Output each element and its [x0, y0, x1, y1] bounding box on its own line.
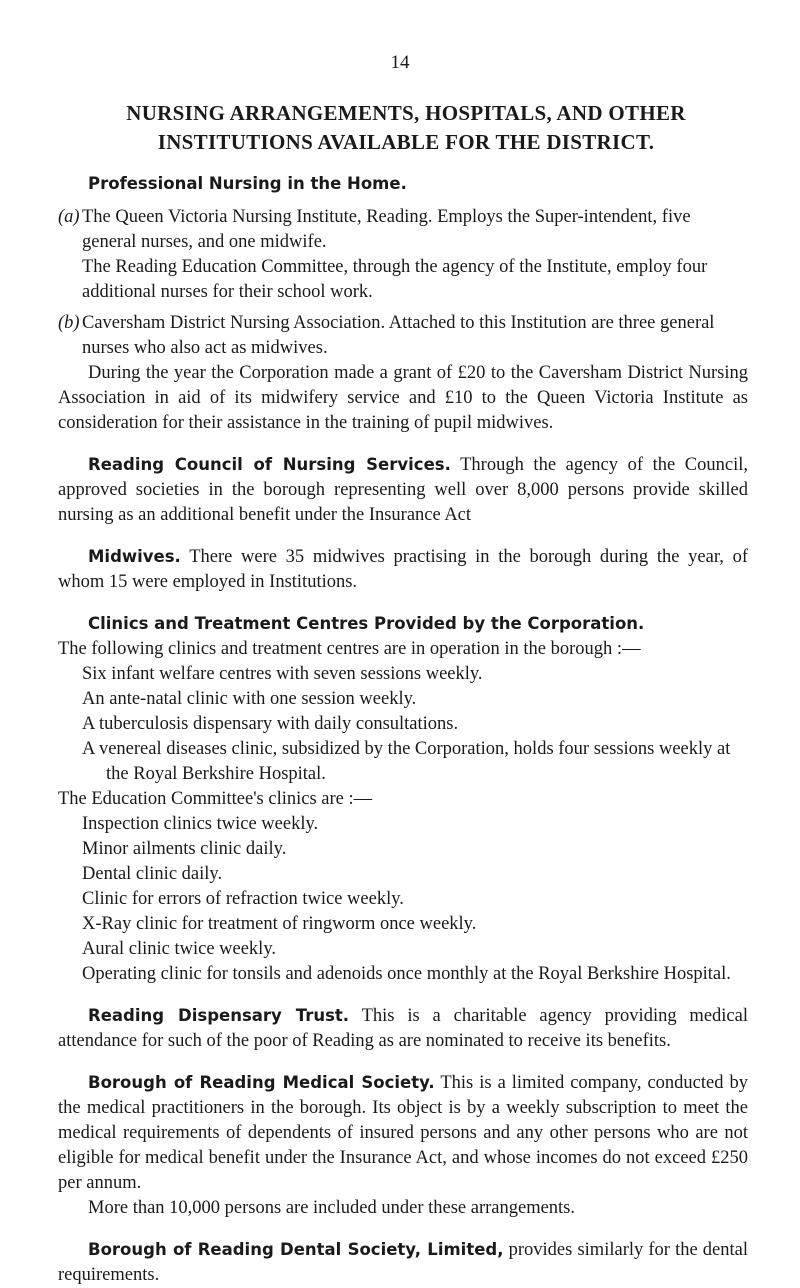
list-item: Inspection clinics twice weekly. — [82, 814, 319, 834]
item-b — [58, 311, 748, 361]
item-a-text: The Queen Victoria Nursing Institute, Reading. Employs the Super-intendent, five general nurses, and one midwife. — [82, 207, 691, 252]
dispensary-text: This is a charitable agency providing medical attendance for such of the poor of Reading as are nominated to receive its benefits. — [58, 1006, 748, 1051]
list-item: Clinic for errors of refraction twice weekly. — [82, 889, 404, 909]
clinics-list — [58, 662, 748, 787]
dental-society-heading: Borough of Reading Dental Society, Limited, — [88, 1240, 504, 1259]
list-item: Dental clinic daily. — [82, 864, 223, 884]
document-body — [58, 171, 748, 1288]
medical-society-paragraph — [58, 1070, 748, 1196]
list-item: An ante-natal clinic with one session weekly. — [82, 689, 417, 709]
dispensary-heading: Reading Dispensary Trust. — [88, 1006, 350, 1025]
council-text: Through the agency of the Council, approved societies in the borough representing well over 8,000 persons provide skilled nursing as an additional benefit under the Insurance Act — [58, 455, 748, 525]
council-heading: Reading Council of Nursing Services. — [88, 455, 451, 474]
page-number: 14 — [390, 52, 410, 73]
list-item: Minor ailments clinic daily. — [82, 839, 287, 859]
midwives-heading: Midwives. — [88, 547, 181, 566]
medical-society-text-2: More than 10,000 persons are included under these arrangements. — [88, 1198, 576, 1218]
medical-society-heading: Borough of Reading Medical Society. — [88, 1073, 435, 1092]
midwives-text: There were 35 midwives practising in the borough during the year, of whom 15 were employed in Institutions. — [58, 547, 749, 592]
item-a — [58, 205, 748, 305]
professional-nursing-heading: Professional Nursing in the Home. — [88, 174, 407, 193]
grant-paragraph: During the year the Corporation made a grant of £20 to the Caversham District Nursing Association in aid of its midwifery service and £10 to the Queen Victoria Institute as consideration for their assistance in the training of pupil midwives. — [58, 363, 748, 433]
list-item: Six infant welfare centres with seven sessions weekly. — [82, 664, 483, 684]
item-b-text: Caversham District Nursing Association. Attached to this Institution are three general nurses who also act as midwives. — [82, 313, 715, 358]
medical-society-text: This is a limited company, conducted by the medical practitioners in the borough. Its object is by a weekly subscription to meet the medical requirements of dependents of insured persons and any other persons who are not eligible for medical benefit under the Insurance Act, and whose incomes do not exceed £250 per annum. — [58, 1073, 748, 1193]
title-line-2: INSTITUTIONS AVAILABLE FOR THE DISTRICT. — [157, 130, 655, 154]
council-paragraph — [58, 452, 748, 528]
clinics-heading: Clinics and Treatment Centres Provided by the Corporation. — [88, 614, 645, 633]
midwives-paragraph — [58, 544, 748, 595]
item-a-text-2: The Reading Education Committee, through the agency of the Institute, employ four additional nurses for their school work. — [82, 257, 708, 302]
dental-society-text: provides similarly for the dental requirements. — [58, 1240, 749, 1285]
list-item: A venereal diseases clinic, subsidized by the Corporation, holds four sessions weekly at the Royal Berkshire Hospital. — [82, 739, 731, 784]
item-b-label: (b) — [58, 313, 80, 333]
education-intro: The Education Committee's clinics are :— — [58, 789, 373, 809]
list-item: X-Ray clinic for treatment of ringworm once weekly. — [82, 914, 477, 934]
clinics-intro: The following clinics and treatment centres are in operation in the borough :— — [58, 639, 641, 659]
education-clinics-list — [58, 812, 748, 987]
list-item: A tuberculosis dispensary with daily consultations. — [82, 714, 459, 734]
page-title — [66, 99, 746, 157]
list-item: Operating clinic for tonsils and adenoids once monthly at the Royal Berkshire Hospital. — [82, 964, 731, 984]
dental-society-paragraph — [58, 1237, 748, 1288]
title-line-1: NURSING ARRANGEMENTS, HOSPITALS, AND OTHER — [126, 101, 686, 125]
item-a-label: (a) — [58, 207, 80, 227]
dispensary-paragraph — [58, 1003, 748, 1054]
list-item: Aural clinic twice weekly. — [82, 939, 276, 959]
